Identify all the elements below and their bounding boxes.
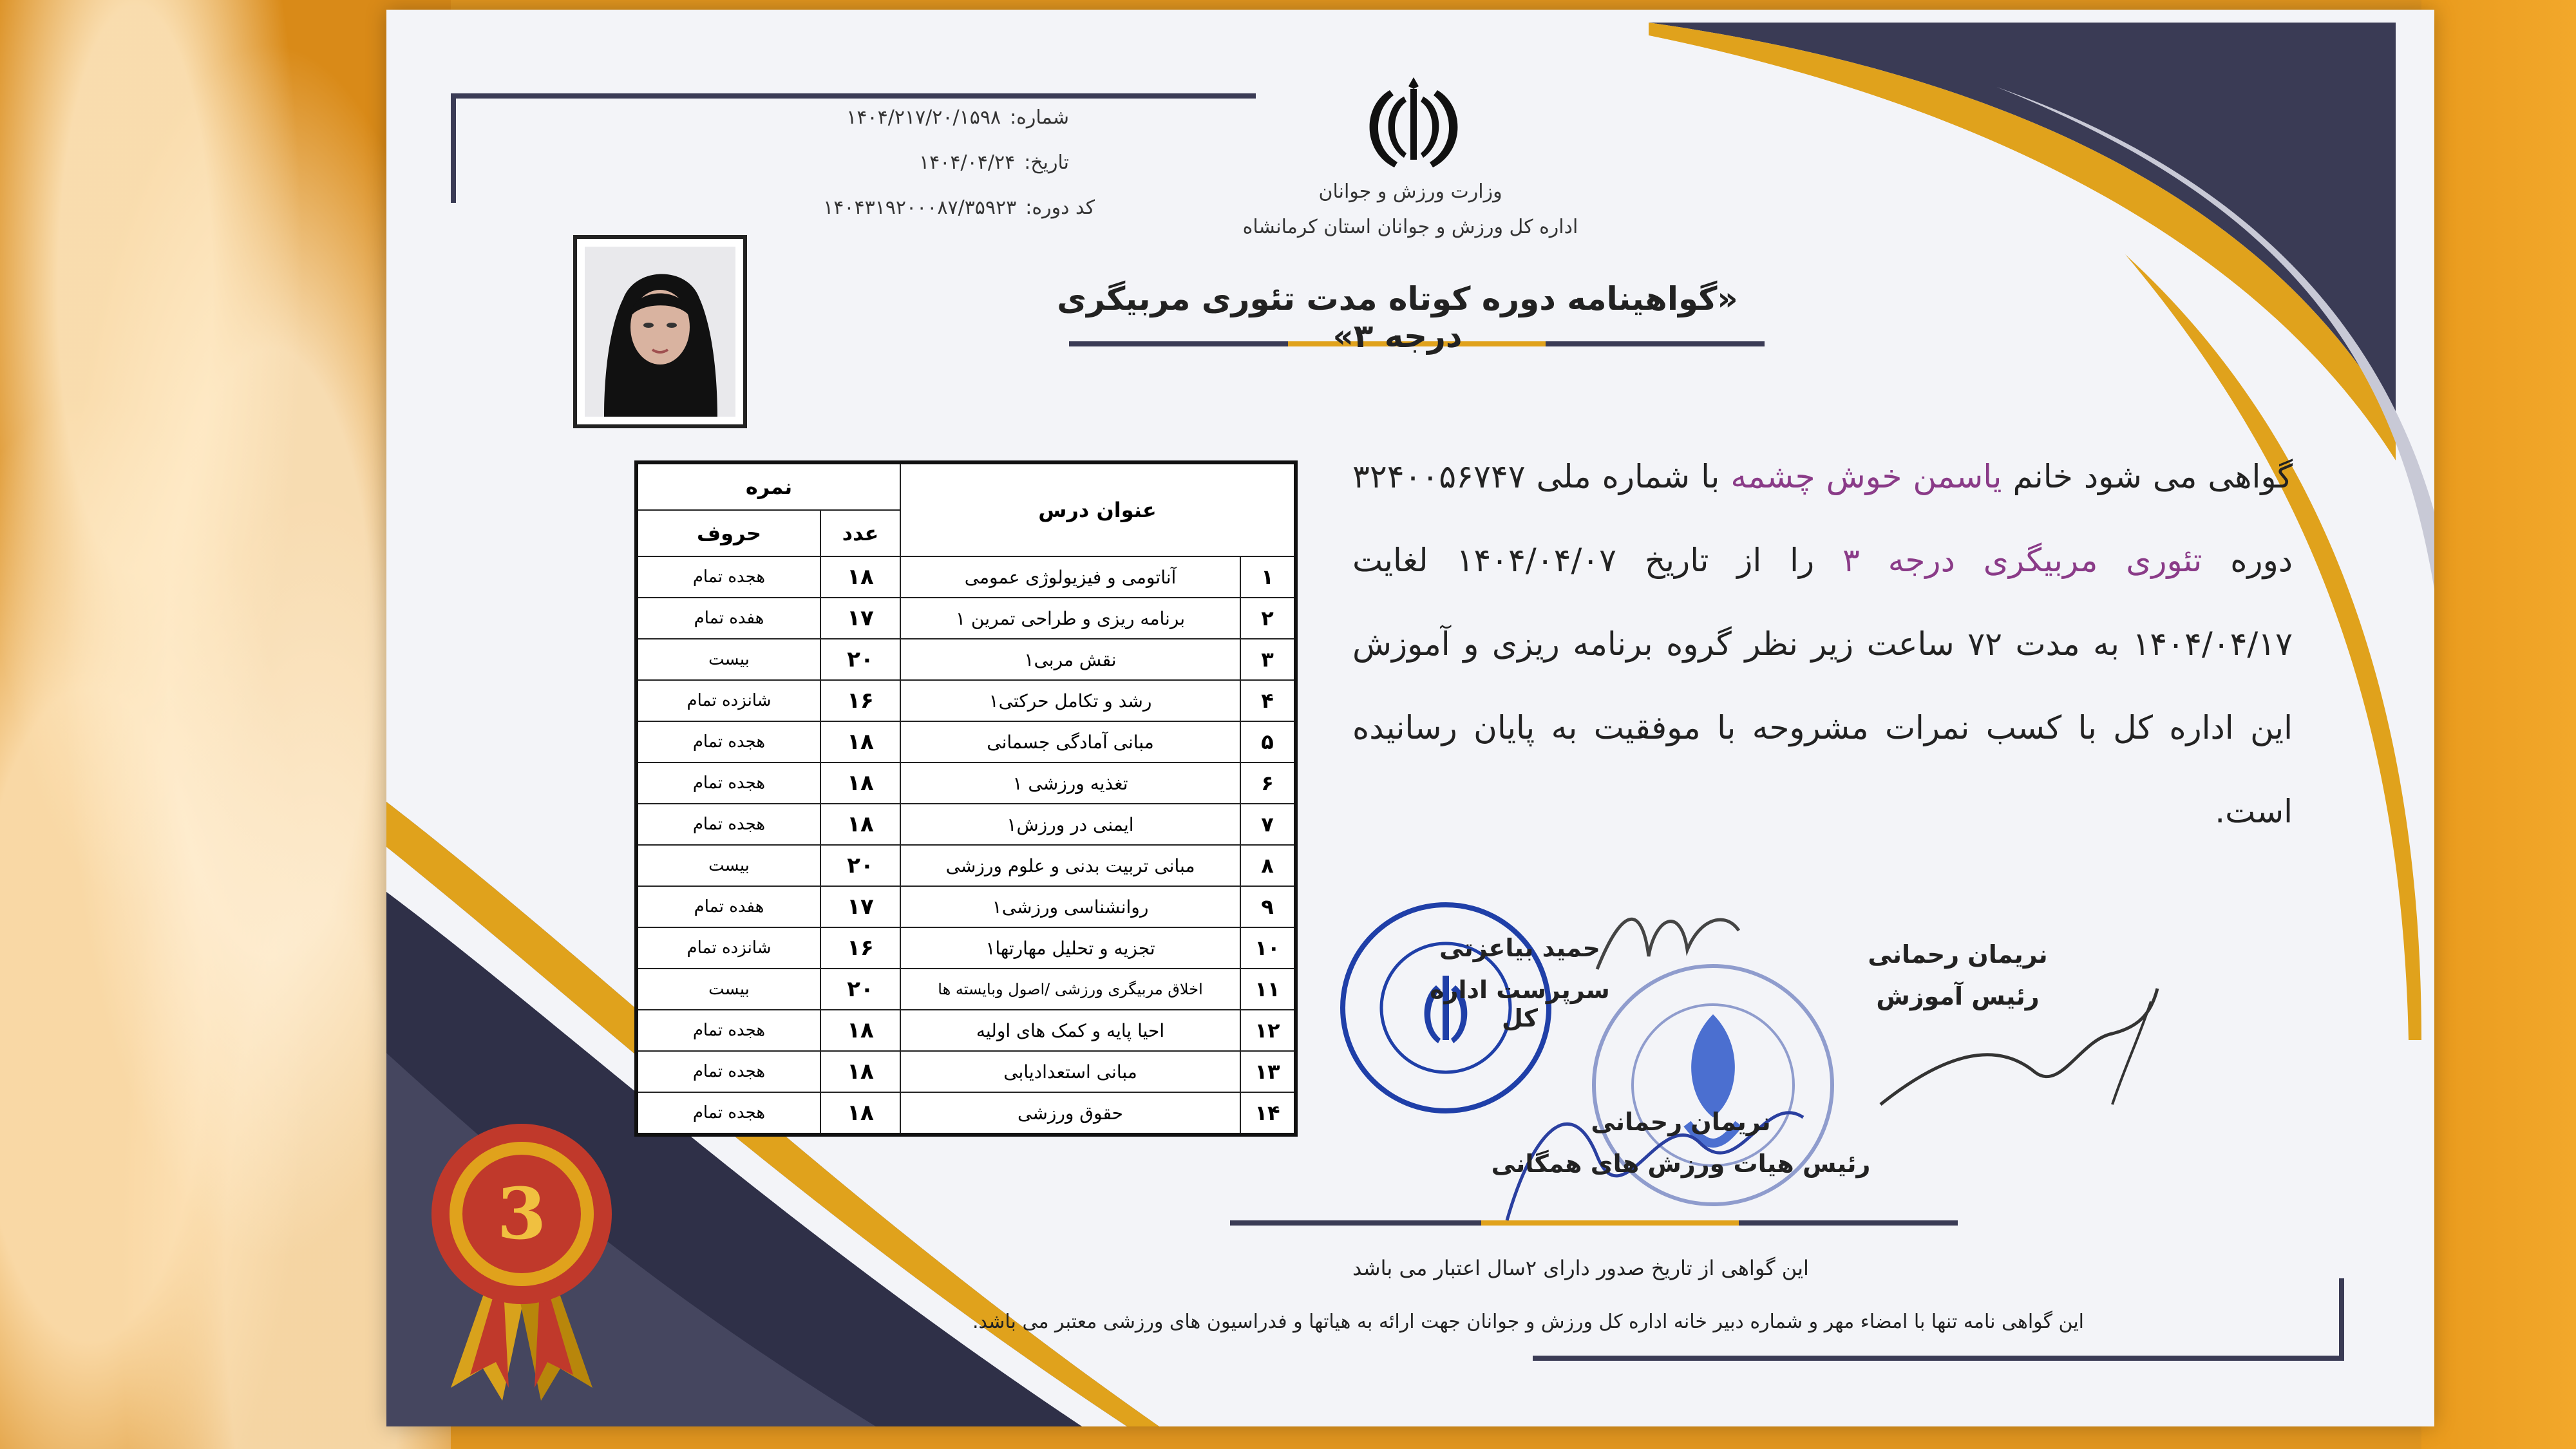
table-row: ۱ آناتومی و فیزیولوژی عمومی ۱۸ هجده تمام — [636, 556, 1296, 598]
table-row: ۲ برنامه ریزی و طراحی تمرین ۱ ۱۷ هفده تمام — [636, 598, 1296, 639]
table-row: ۴ رشد و تکامل حرکتی۱ ۱۶ شانزده تمام — [636, 680, 1296, 721]
grades-table — [634, 460, 1298, 1137]
header-grade: نمره — [636, 462, 900, 510]
signatory-1-title: سرپرست اداره کل — [1430, 976, 1610, 1032]
signatory-2-title: رئیس آموزش — [1876, 982, 2040, 1010]
meta-number: شماره:۱۴۰۴/۲۱۷/۲۰/۱۵۹۸ — [846, 106, 1069, 129]
header-course-title: عنوان درس — [900, 462, 1296, 556]
meta-course-code: کد دوره:۱۴۰۴۳۱۹۲۰۰۰۸۷/۳۵۹۲۳ — [823, 196, 1095, 219]
office-name: اداره کل ورزش و جوانان استان کرمانشاه — [1242, 216, 1578, 238]
table-row: ۳ نقش مربی۱ ۲۰ بیست — [636, 639, 1296, 680]
portrait-photo — [573, 235, 747, 428]
table-row: ۱۳ مبانی استعدادیابی ۱۸ هجده تمام — [636, 1051, 1296, 1092]
table-row: ۱۱ اخلاق مربیگری ورزشی /اصول وبایسته ها ۲۰ بیست — [636, 969, 1296, 1010]
table-row: ۶ تغذیه ورزشی ۱ ۱۸ هجده تمام — [636, 762, 1296, 804]
badge-number: 3 — [497, 1172, 547, 1255]
table-row: ۸ مبانی تربیت بدنی و علوم ورزشی ۲۰ بیست — [636, 845, 1296, 886]
certificate — [386, 10, 2434, 1426]
table-row: ۹ روانشناسی ورزشی۱ ۱۷ هفده تمام — [636, 886, 1296, 927]
table-row: ۱۴ حقوق ورزشی ۱۸ هجده تمام — [636, 1092, 1296, 1135]
header-grade-letters: حروف — [636, 510, 820, 556]
signatory-2-name: نریمان رحمانی — [1868, 940, 2048, 969]
table-row: ۱۰ تجزیه و تحلیل مهارتها۱ ۱۶ شانزده تمام — [636, 927, 1296, 969]
table-row: ۵ مبانی آمادگی جسمانی ۱۸ هجده تمام — [636, 721, 1296, 762]
ministry-name: وزارت ورزش و جوانان — [1318, 180, 1502, 203]
marble-background-left — [0, 0, 451, 1449]
portrait-image — [585, 247, 735, 417]
background-right — [2421, 0, 2576, 1449]
table-row: ۱۲ احیا پایه و کمک های اولیه ۱۸ هجده تمام — [636, 1010, 1296, 1051]
certificate-title: «گواهینامه دوره کوتاه مدت تئوری مربیگری درجه ۳» — [1057, 280, 1738, 355]
meta-date: تاریخ:۱۴۰۴/۰۴/۲۴ — [919, 151, 1069, 174]
signatory-1-name: حمید بیاعزتی — [1439, 934, 1600, 962]
recipient-name: یاسمن خوش چشمه — [1730, 458, 2002, 495]
rosette-badge-icon — [425, 1117, 618, 1401]
course-name: تئوری مربیگری درجه ۳ — [1842, 542, 2202, 579]
header-grade-number: عدد — [820, 510, 900, 556]
validity-note: این گواهی از تاریخ صدور دارای ۲سال اعتبار می باشد — [1352, 1256, 1809, 1280]
table-row: ۷ ایمنی در ورزش۱ ۱۸ هجده تمام — [636, 804, 1296, 845]
certificate-body: گواهی می شود خانم یاسمن خوش چشمه با شماره ملی ۳۲۴۰۰۵۶۷۴۷ دوره تئوری مربیگری درجه ۳ را از تاریخ ۱۴۰۴/۰۴/۰۷ لغایت ۱۴۰۴/۰۴/۱۷ به مدت ۷۲ ساعت زیر نظر گروه برنامه ریزی و آموزش این اداره کل با کسب نمرات مشروحه با موفقیت به پایان رسانیده است. — [1352, 458, 2293, 830]
signatory-3-title: رئیس هیات ورزش های همگانی — [1491, 1150, 1871, 1178]
signatory-3-name: نریمان رحمانی — [1591, 1108, 1771, 1136]
iran-emblem-icon — [1359, 71, 1468, 174]
authenticity-note: این گواهی نامه تنها با امضاء مهر و شماره دبیر خانه اداره کل ورزش و جوانان جهت ارائه به هیاتها و فدراسیون های ورزشی معتبر می باشد. — [972, 1311, 2085, 1333]
